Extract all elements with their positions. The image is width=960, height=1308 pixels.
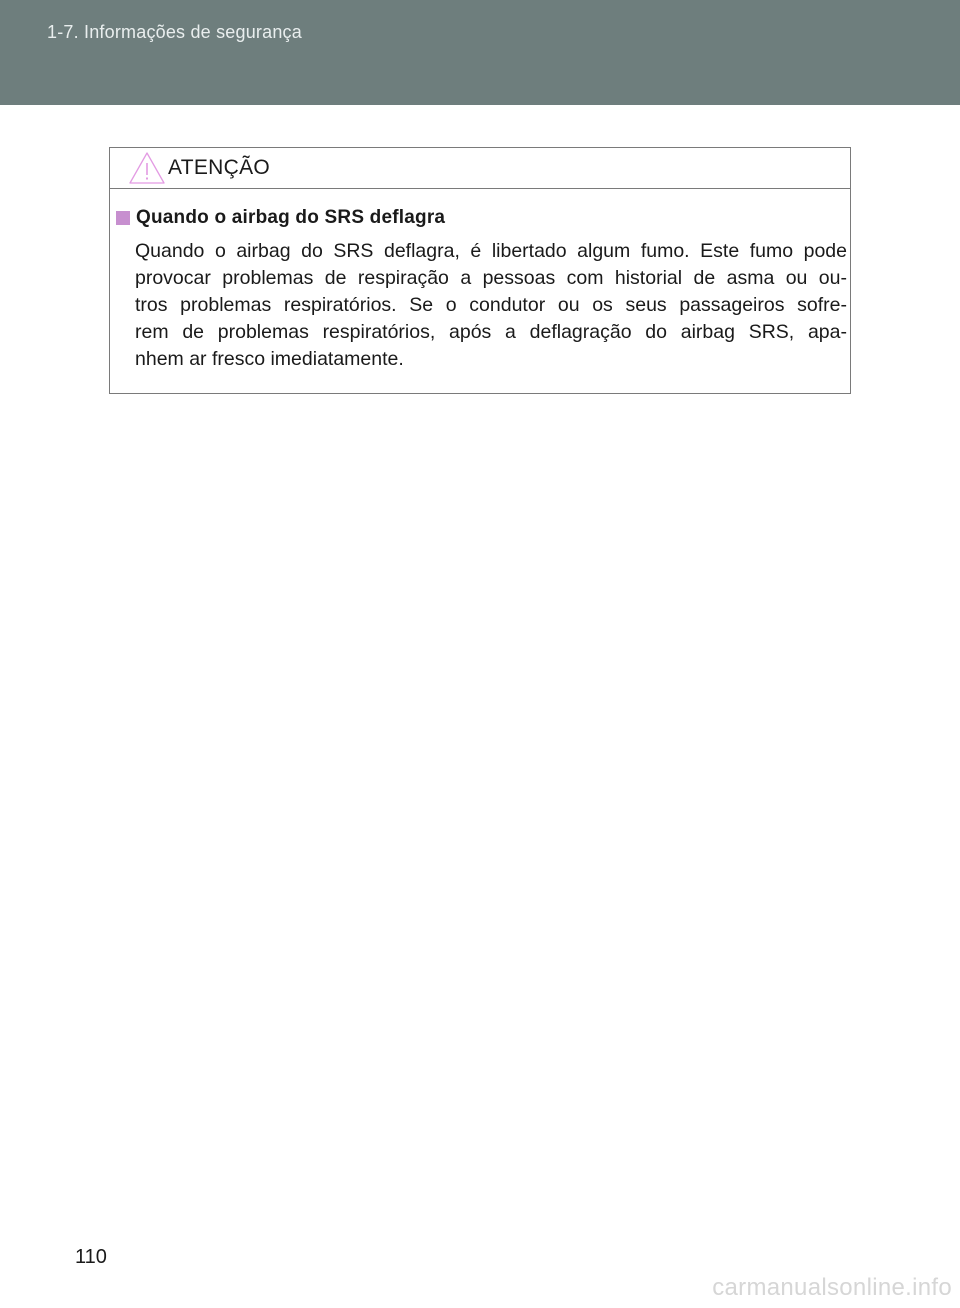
body-line: rem de problemas respiratórios, após a deflagração do airbag SRS, apa- [135,321,847,343]
watermark: carmanualsonline.info [712,1274,952,1301]
warning-body [135,238,847,373]
body-line: tros problemas respiratórios. Se o condutor ou os seus passageiros sofre- [135,294,847,316]
square-bullet-icon [116,211,130,225]
body-line: provocar problemas de respiração a pessoas com historial de asma ou ou- [135,267,847,289]
warning-header [110,148,850,189]
page-header-bar [0,0,960,105]
page-number: 110 [75,1246,107,1268]
warning-section-heading [116,206,445,230]
warning-box [109,147,851,394]
warning-heading-text: Quando o airbag do SRS deflagra [136,207,446,228]
body-line: nhem ar fresco imediatamente. [135,348,404,370]
body-line: Quando o airbag do SRS deflagra, é libertado algum fumo. Este fumo pode [135,240,847,262]
warning-title: ATENÇÃO [168,156,271,179]
section-title: 1-7. Informações de segurança [47,22,302,42]
warning-triangle-icon [128,150,166,186]
